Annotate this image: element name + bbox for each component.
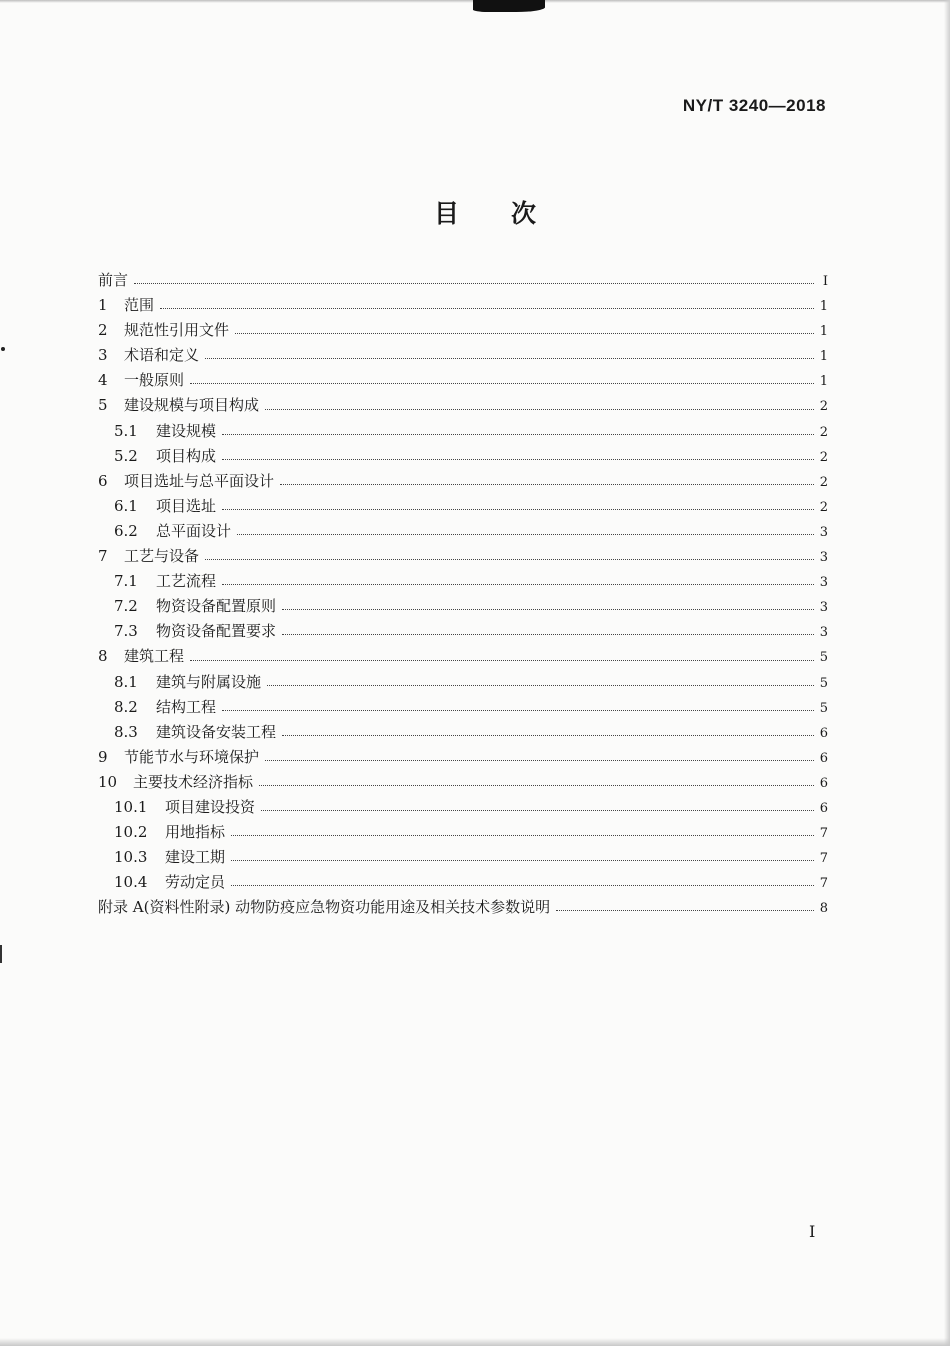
toc-dot-leader	[282, 634, 814, 635]
toc-entry-page: 3	[819, 524, 828, 540]
toc-entry-title: 主要技术经济指标	[133, 772, 254, 791]
toc-entry-number: 10.4	[114, 873, 148, 892]
toc-dot-leader	[282, 609, 814, 610]
toc-entry[interactable]	[98, 721, 828, 746]
toc-entry-page: 1	[819, 299, 828, 315]
toc-dot-leader	[267, 685, 814, 686]
toc-dot-leader	[222, 584, 814, 585]
toc-entry-title: 项目构成	[156, 446, 217, 465]
toc-entry[interactable]	[98, 746, 828, 771]
toc-entry[interactable]	[98, 821, 828, 846]
scan-speck	[0, 945, 2, 963]
toc-entry-title: 一般原则	[124, 371, 185, 390]
toc-entry-number: 7	[98, 547, 108, 566]
toc-entry-page: 3	[819, 625, 828, 641]
toc-entry-title: 建设规模	[156, 421, 217, 440]
toc-entry-page: 1	[819, 349, 828, 365]
toc-dot-leader	[235, 333, 814, 334]
toc-dot-leader	[190, 383, 814, 384]
toc-entry-title: 项目选址与总平面设计	[124, 471, 275, 490]
toc-entry-title: 术语和定义	[124, 346, 200, 365]
toc-entry-number: 3	[98, 346, 108, 365]
toc-entry-title: 建筑与附属设施	[156, 672, 262, 691]
toc-entry[interactable]	[98, 595, 828, 620]
toc-entry-title: 前言	[98, 271, 129, 289]
toc-entry-title: 建设工期	[165, 848, 226, 867]
toc-entry-title: 用地指标	[165, 823, 226, 842]
toc-entry-title: 项目建设投资	[165, 797, 256, 816]
toc-entry-page: 6	[819, 775, 828, 791]
toc-entry[interactable]	[98, 369, 828, 394]
toc-entry[interactable]	[98, 294, 828, 319]
toc-dot-leader	[222, 434, 814, 435]
scan-speck	[1, 347, 5, 351]
toc-entry[interactable]	[98, 696, 828, 721]
standard-code: NY/T 3240—2018	[682, 96, 826, 115]
toc-entry[interactable]	[98, 896, 828, 921]
toc-entry[interactable]	[98, 846, 828, 871]
toc-entry-page: 2	[819, 474, 828, 490]
toc-dot-leader	[265, 760, 814, 761]
toc-entry[interactable]	[98, 671, 828, 696]
toc-entry-number: 10.3	[114, 848, 148, 867]
toc-entry-page: 1	[819, 374, 828, 390]
toc-entry-title: 工艺与设备	[124, 547, 200, 566]
toc-entry[interactable]	[98, 871, 828, 896]
toc-entry[interactable]	[98, 319, 828, 344]
toc-entry-title: 建筑工程	[124, 647, 185, 666]
toc-dot-leader	[190, 660, 814, 661]
toc-entry[interactable]	[98, 420, 828, 445]
toc-entry-number: 5.2	[114, 446, 138, 465]
toc-dot-leader	[231, 835, 814, 836]
toc-entry[interactable]	[98, 269, 828, 294]
toc-entry-number: 7.1	[114, 572, 138, 591]
toc-entry-number: 6	[98, 471, 108, 490]
toc-dot-leader	[556, 910, 814, 911]
toc-entry-title: 建设规模与项目构成	[124, 396, 260, 415]
toc-dot-leader	[205, 358, 814, 359]
toc-entry-number: 7.2	[114, 597, 138, 616]
toc-entry-title: 规范性引用文件	[124, 321, 230, 340]
toc-entry-number: 7.3	[114, 622, 138, 641]
toc-entry[interactable]	[98, 495, 828, 520]
toc-entry-title: 物资设备配置要求	[156, 622, 277, 641]
toc-entry-title: 总平面设计	[156, 521, 232, 540]
toc-entry-page: 8	[819, 901, 828, 917]
toc-dot-leader	[282, 735, 814, 736]
toc-entry-page: 5	[819, 675, 828, 691]
toc-dot-leader	[231, 885, 814, 886]
toc-entry-page: 3	[819, 600, 828, 616]
toc-dot-leader	[222, 710, 814, 711]
toc-entry-title: 工艺流程	[156, 572, 217, 591]
toc-entry[interactable]	[98, 570, 828, 595]
toc-entry-page: 7	[819, 851, 828, 867]
toc-entry-page: 2	[819, 399, 828, 415]
toc-entry-page: 5	[819, 700, 828, 716]
toc-dot-leader	[237, 534, 814, 535]
toc-entry-page: 6	[819, 800, 828, 816]
toc-entry-number: 9	[98, 747, 108, 766]
toc-entry-number: 5	[98, 396, 108, 415]
toc-dot-leader	[280, 484, 814, 485]
toc-entry-page: I	[822, 274, 828, 289]
toc-entry-number: 10.2	[114, 823, 148, 842]
toc-entry-title: 范围	[124, 296, 155, 315]
toc-entry-page: 1	[819, 324, 828, 340]
toc-dot-leader	[134, 283, 814, 284]
toc-entry-number: 5.1	[114, 421, 138, 440]
toc-entry-page: 2	[819, 449, 828, 465]
toc-entry[interactable]	[98, 344, 828, 369]
toc-entry-number: 8.1	[114, 672, 138, 691]
toc-entry[interactable]	[98, 796, 828, 821]
toc-dot-leader	[261, 810, 814, 811]
toc-entry-number: 6.2	[114, 521, 138, 540]
toc-entry[interactable]	[98, 545, 828, 570]
toc-dot-leader	[265, 409, 814, 410]
toc-entry[interactable]	[98, 620, 828, 645]
binding-mark	[473, 0, 545, 12]
scan-edge	[0, 1338, 950, 1346]
toc-entry-title: 项目选址	[156, 496, 217, 515]
toc-entry-page: 7	[819, 826, 828, 842]
toc-dot-leader	[231, 860, 814, 861]
toc-dot-leader	[222, 459, 814, 460]
toc-entry-title: 物资设备配置原则	[156, 597, 277, 616]
page-number: I	[809, 1222, 816, 1241]
toc-entry-number: 4	[98, 371, 108, 390]
toc-entry-number: 1	[98, 296, 108, 315]
toc-entry-title: 结构工程	[156, 697, 217, 716]
toc-entry[interactable]	[98, 394, 828, 419]
toc-dot-leader	[205, 559, 814, 560]
toc-dot-leader	[160, 308, 814, 309]
toc-entry-title: 节能节水与环境保护	[124, 747, 260, 766]
toc-entry-number: 8.3	[114, 722, 138, 741]
toc-entry-number: 10	[98, 772, 118, 791]
toc-entry-number: 8	[98, 647, 108, 666]
toc-entry-title: 附录 A(资料性附录) 动物防疫应急物资功能用途及相关技术参数说明	[98, 898, 551, 917]
toc-entry-number: 6.1	[114, 496, 138, 515]
toc-entry-page: 3	[819, 550, 828, 566]
toc-entry-number: 8.2	[114, 697, 138, 716]
page-title: 目次	[433, 199, 588, 228]
toc-entry[interactable]	[98, 645, 828, 670]
toc-entry[interactable]	[98, 470, 828, 495]
toc-entry-page: 5	[819, 650, 828, 666]
toc-entry[interactable]	[98, 445, 828, 470]
toc-entry-page: 3	[819, 575, 828, 591]
toc-entry-title: 劳动定员	[165, 873, 226, 892]
table-of-contents	[98, 269, 828, 921]
toc-entry-number: 10.1	[114, 797, 148, 816]
toc-entry-title: 建筑设备安装工程	[156, 722, 277, 741]
toc-entry-page: 6	[819, 750, 828, 766]
toc-dot-leader	[222, 509, 814, 510]
toc-dot-leader	[259, 785, 814, 786]
toc-entry[interactable]	[98, 520, 828, 545]
toc-entry-number: 2	[98, 321, 108, 340]
toc-entry-page: 7	[819, 876, 828, 892]
toc-entry-page: 2	[819, 424, 828, 440]
toc-entry-page: 2	[819, 499, 828, 515]
toc-entry[interactable]	[98, 771, 828, 796]
toc-entry-page: 6	[819, 725, 828, 741]
